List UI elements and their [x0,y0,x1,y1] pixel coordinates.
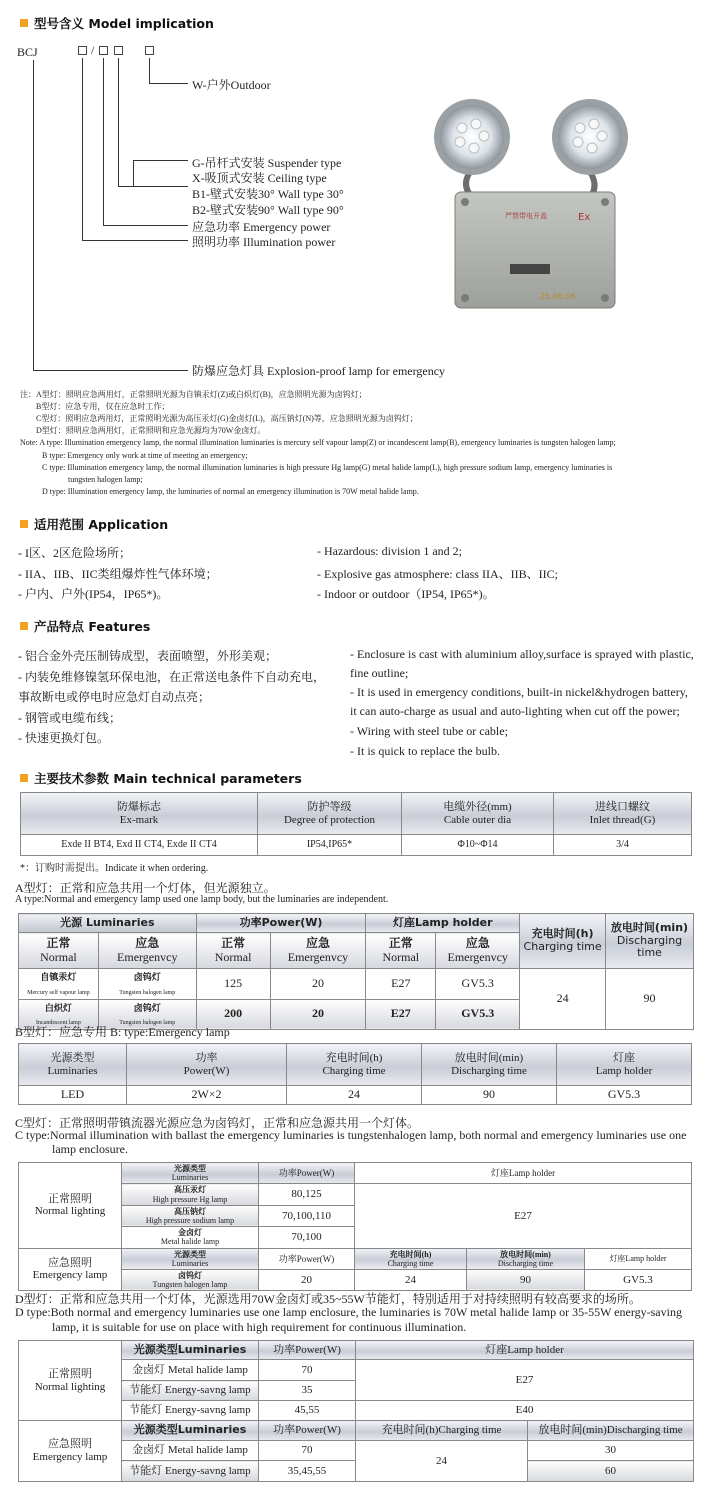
leader-line [33,370,188,371]
code-box-4 [145,46,154,55]
typeC-table [18,1162,692,1291]
feat-cn-1: - 铝合金外壳压制铸成型，表面喷塑，外形美观； [18,649,277,663]
params-cell: Φ10~Φ14 [402,835,554,856]
typeB-header: 灯座 Lamp holder [557,1044,692,1086]
typeA-emerg-header: 应急 Emergenvcy [98,933,196,969]
typeD-cell: 30 [528,1441,694,1461]
typeD-cell: 70 [259,1441,356,1461]
typeC-header-power: 功率Power(W) [259,1163,355,1184]
typeD-cell: 45,55 [259,1401,356,1421]
model-prefix: BCJ [17,45,38,59]
typeA-cell: 卤钨灯 Tungsten halogen lamp [98,999,196,1030]
feat-cn-3: 事故断电或停电时应急灯自动点亮； [18,690,211,704]
typeC-header-luminaries: 光源类型 Luminaries [122,1163,259,1184]
leader-line [133,160,134,186]
typeD-cell: 35 [259,1381,356,1401]
leader-line [103,58,104,225]
code-illum-power: 照明功率 Illumination power [192,235,336,249]
typeD-cell: 70 [259,1360,356,1381]
typeB-table [18,1043,692,1105]
typeB-header: 充电时间(h) Charging time [287,1044,422,1086]
typeD-cell: 节能灯 Energy-savng lamp [122,1461,259,1482]
params-header-protection: 防护等级 Degree of protection [258,793,402,835]
typeA-cell: GV5.3 [436,969,520,1000]
typeC-header-discharge: 放电时间(min) Discharging time [467,1248,585,1269]
code-emerg-power: 应急功率 Emergency power [192,220,331,234]
typeD-cell: 金卤灯 Metal halide lamp [122,1360,259,1381]
product-photo [420,92,650,318]
typeA-cell: 20 [270,969,366,1000]
feat-en-3: - It is used in emergency conditions, built-in nickel&hydrogen battery, [350,685,688,699]
feat-en-2: fine outline; [350,666,409,680]
typeD-cell: 60 [528,1461,694,1482]
app-cn-3: - 户内、户外(IP54，IP65*)。 [18,587,169,601]
bullet-square-icon [20,19,28,27]
typeC-cell: 90 [467,1269,585,1290]
feat-en-6: - It is quick to replace the bulb. [350,744,500,758]
typeA-header-discharge: 放电时间(min) Discharging time [606,914,694,969]
leader-line [103,225,188,226]
typeC-title-en1: C type:Normal illumination with ballast the emergency luminaries is tungstenhalogen lamp, both normal and emergency luminaries use one [15,1128,687,1142]
typeD-header-luminaries-2: 光源类型Luminaries [122,1421,259,1441]
typeC-header-power-2: 功率Power(W) [259,1248,355,1269]
code-g: G-吊杆式安装 Suspender type [192,156,342,170]
code-box-2 [99,46,108,55]
note-cn-c: C型灯：照明应急两用灯，正常照明光源为高压汞灯(G)金卤灯(L)，高压钠灯(N)等，应急照明光源为卤钨灯； [36,414,418,423]
note-cn-a: 注：A型灯：照明应急两用灯，正常照明光源为自镇汞灯(Z)或白炽灯(B)，应急照明光源为卤钨灯； [20,390,367,399]
typeA-table [18,913,694,1030]
typeD-header-power-2: 功率Power(W) [259,1421,356,1441]
typeA-header-power: 功率Power(W) [196,914,366,933]
typeA-holder-emerg-header: 应急 Emergenvcy [436,933,520,969]
typeC-cell: 70,100 [259,1227,355,1248]
feat-en-1: - Enclosure is cast with aluminium alloy,surface is sprayed with plastic, [350,647,694,661]
typeA-cell: E27 [366,999,436,1030]
typeD-cell: 节能灯 Energy-savng lamp [122,1401,259,1421]
typeD-cell: E40 [356,1401,694,1421]
app-en-1: - Hazardous: division 1 and 2; [317,544,462,558]
photo-date: 25.06.06 [540,292,576,301]
typeC-cell: E27 [355,1184,692,1248]
params-table [20,792,692,856]
table-row [19,969,694,1000]
code-box-1 [78,46,87,55]
features-heading: 产品特点 Features [20,617,150,635]
typeD-cell: 24 [356,1441,528,1482]
typeC-title-cn: C型灯：正常照明带镇流器光源应急为卤钨灯，正常和应急源共用一个灯体。 [15,1116,420,1130]
bullet-square-icon [20,774,28,782]
typeB-cell: GV5.3 [557,1086,692,1105]
note-en-c: C type: Illumination emergency lamp, the normal illumination luminaries is high pressure Hg lamp(G) metal halide lamp(L), high pressure sodium lamp, emergency luminaries is [42,463,613,472]
code-box-3 [114,46,123,55]
typeA-header-holder: 灯座Lamp holder [366,914,520,933]
typeD-title-en2: lamp, it is suitable for use on place with high requirement for continuous illumination. [52,1320,467,1334]
typeB-cell: 90 [422,1086,557,1105]
typeB-title: B型灯：应急专用 B: type:Emergency lamp [15,1025,230,1039]
typeD-cell: 节能灯 Energy-savng lamp [122,1381,259,1401]
note-en-b: B type: Emergency only work at time of meeting an emergency; [42,451,248,460]
typeC-emerg-label: 应急照明 Emergency lamp [19,1248,122,1291]
app-cn-2: - IIA、IIB、IIC类组爆炸性气体环境； [18,567,218,581]
feat-cn-4: - 钢管或电缆布线； [18,711,121,725]
leader-line [33,60,34,370]
params-cell: Exde II BT4, Exd II CT4, Exde II CT4 [21,835,258,856]
code-x: X-吸顶式安装 Ceiling type [192,171,327,185]
typeB-cell: 2W×2 [127,1086,287,1105]
params-cell: 3/4 [554,835,692,856]
leader-line [118,58,119,186]
typeB-header: 功率 Power(W) [127,1044,287,1086]
typeD-title-en1: D type:Both normal and emergency luminaries use one lamp enclosure, the luminaries is 70W metal halide lamp or 35-55W energy-saving [15,1305,682,1319]
typeA-header-charge: 充电时间(h) Charging time [520,914,606,969]
leader-line [118,186,188,187]
code-slash: / [91,43,95,57]
typeB-cell: 24 [287,1086,422,1105]
typeA-cell: 24 [520,969,606,1030]
typeD-header-luminaries: 光源类型Luminaries [122,1341,259,1360]
typeA-power-normal-header: 正常 Normal [196,933,270,969]
bullet-square-icon [20,520,28,528]
params-cell: IP54,IP65* [258,835,402,856]
typeD-title-cn: D型灯：正常和应急共用一个灯体，光源选用70W金卤灯或35~55W节能灯，特别适用于对持续照明有较高要求的场所。 [15,1292,641,1306]
typeD-emerg-label: 应急照明 Emergency lamp [19,1421,122,1482]
feat-en-4: it can auto-charge as usual and auto-lighting when cut off the power; [350,704,680,718]
typeA-normal-header: 正常 Normal [19,933,99,969]
note-cn-d: D型灯：照明应急两用灯，正常照明和应急光源均为70W金卤灯。 [36,426,266,435]
typeA-header-luminaries: 光源 Luminaries [19,914,197,933]
typeC-header-charge: 充电时间(h) Charging time [355,1248,467,1269]
typeB-cell: LED [19,1086,127,1105]
typeB-header: 放电时间(min) Discharging time [422,1044,557,1086]
typeC-cell: 卤钨灯 Tungsten halogen lamp [122,1269,259,1290]
typeA-cell: 20 [270,999,366,1030]
typeC-cell: 20 [259,1269,355,1290]
typeA-title-cn: A型灯：正常和应急共用一个灯体，但光源独立。 [15,881,276,895]
typeC-cell: 高压汞灯 High pressure Hg lamp [122,1184,259,1205]
params-note: *：订购时需提出。Indicate it when ordering. [20,863,209,874]
app-en-2: - Explosive gas atmosphere: class IIA、IIB、IIC; [317,567,558,581]
note-en-c2: tungsten halogen lamp; [68,475,143,484]
photo-label: 严禁带电开盖 [505,212,547,220]
app-en-3: - Indoor or outdoor（IP54, IP65*)。 [317,587,495,601]
leader-line [149,83,188,84]
typeA-cell: 自镇汞灯 Mercury self vapour lamp [19,969,99,1000]
feat-en-5: - Wiring with steel tube or cable; [350,724,508,738]
typeC-cell: 70,100,110 [259,1205,355,1226]
code-w: W-户外Outdoor [192,78,271,92]
typeA-cell: 白炽灯 Incandescent lamp [19,999,99,1030]
typeA-holder-normal-header: 正常 Normal [366,933,436,969]
note-en-a: Note: A type: Illumination emergency lamp, the normal illumination luminaries is mercury self vapour lamp(Z) or incandescent lamp(B), emergency luminaries is tungsten halogen lamp; [20,438,616,447]
note-cn-b: B型灯：应急专用，仅在应急时工作； [36,402,170,411]
note-en-d: D type: Illumination emergency lamp, the luminaries of normal an emergency illumination is 70W metal halide lamp. [42,487,419,496]
typeD-header-power: 功率Power(W) [259,1341,356,1360]
typeA-cell: 90 [606,969,694,1030]
typeD-cell: 35,45,55 [259,1461,356,1482]
feat-cn-2: - 内装免维修镍氢环保电池，在正常送电条件下自动充电， [18,670,325,684]
typeA-power-emerg-header: 应急 Emergenvcy [270,933,366,969]
code-explosion: 防爆应急灯具 Explosion-proof lamp for emergency [192,364,446,378]
typeD-normal-label: 正常照明 Normal lighting [19,1341,122,1421]
typeC-cell: GV5.3 [585,1269,692,1290]
typeC-cell: 80,125 [259,1184,355,1205]
typeA-cell: 卤钨灯 Tungsten halogen lamp [98,969,196,1000]
model-heading: 型号含义 Model implication [20,14,214,32]
typeA-cell: E27 [366,969,436,1000]
params-header-cable: 电缆外径(mm) Cable outer dia [402,793,554,835]
typeA-cell: 125 [196,969,270,1000]
typeD-cell: E27 [356,1360,694,1401]
typeD-header-discharge: 放电时间(min)Discharging time [528,1421,694,1441]
params-header-thread: 进线口螺纹 Inlet thread(G) [554,793,692,835]
params-header-exmark: 防爆标志 Ex-mark [21,793,258,835]
application-heading: 适用范围 Application [20,515,168,533]
code-b2: B2-壁式安装90° Wall type 90° [192,203,344,217]
typeD-header-holder: 灯座Lamp holder [356,1341,694,1360]
typeC-cell: 高压钠灯 High pressure sodium lamp [122,1205,259,1226]
app-cn-1: - I区、2区危险场所； [18,546,131,560]
typeC-header-holder-2: 灯座Lamp holder [585,1248,692,1269]
leader-line [82,240,188,241]
typeC-cell: 24 [355,1269,467,1290]
typeA-cell: GV5.3 [436,999,520,1030]
code-b1: B1-壁式安装30° Wall type 30° [192,187,344,201]
typeD-table [18,1340,694,1482]
leader-line [133,160,188,161]
typeA-cell: 200 [196,999,270,1030]
bullet-square-icon [20,622,28,630]
typeC-title-en2: lamp enclosure. [52,1142,128,1156]
typeB-header: 光源类型 Luminaries [19,1044,127,1086]
params-heading: 主要技术参数 Main technical parameters [20,769,302,787]
typeD-cell: 金卤灯 Metal halide lamp [122,1441,259,1461]
leader-line [149,58,150,83]
photo-ex: Ex [578,212,591,223]
typeC-cell: 金卤灯 Metal halide lamp [122,1227,259,1248]
typeD-header-charge: 充电时间(h)Charging time [356,1421,528,1441]
typeA-title-en: A type:Normal and emergency lamp used one lamp body, but the luminaries are independent. [15,894,389,905]
typeC-header-holder: 灯座Lamp holder [355,1163,692,1184]
feat-cn-5: - 快速更换灯包。 [18,731,109,745]
typeC-header-luminaries-2: 光源类型 Luminaries [122,1248,259,1269]
leader-line [82,58,83,240]
typeC-normal-label: 正常照明 Normal lighting [19,1163,122,1249]
